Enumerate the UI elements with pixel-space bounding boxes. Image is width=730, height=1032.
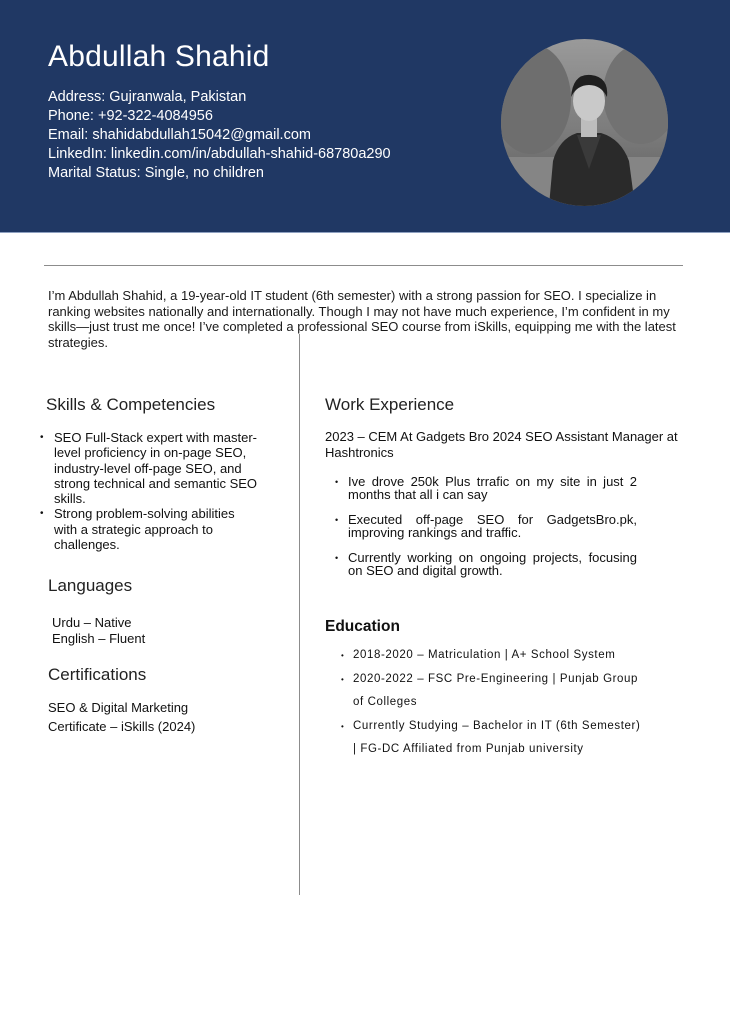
education-list bbox=[341, 644, 641, 762]
list-item: • 2020-2022 – FSC Pre-Engineering | Punjab Group of Colleges bbox=[341, 668, 641, 715]
list-item: • SEO Full-Stack expert with master-level proficiency in on-page SEO, industry-level off-page SEO, and strong technical and semantic SEO skills. bbox=[40, 430, 260, 506]
profile-photo bbox=[501, 39, 668, 206]
certifications-heading: Certifications bbox=[48, 665, 147, 684]
skills-heading: Skills & Competencies bbox=[46, 395, 216, 414]
list-item: Certificate – iSkills (2024) bbox=[48, 718, 196, 734]
list-item: • Strong problem-solving abilities with a strategic approach to challenges. bbox=[40, 506, 260, 552]
contact-address: Address: Gujranwala, Pakistan bbox=[48, 89, 247, 105]
candidate-name: Abdullah Shahid bbox=[48, 40, 270, 73]
column-divider bbox=[299, 334, 300, 895]
list-item: • 2018-2020 – Matriculation | A+ School System bbox=[341, 644, 641, 668]
languages-list bbox=[52, 615, 145, 646]
list-item: English – Fluent bbox=[52, 630, 146, 646]
list-item: • Currently working on ongoing projects, focusing on SEO and digital growth. bbox=[335, 552, 637, 577]
languages-heading: Languages bbox=[48, 576, 133, 595]
list-item: Urdu – Native bbox=[52, 615, 132, 630]
job-title: 2023 – CEM At Gadgets Bro 2024 SEO Assistant Manager at Hashtronics bbox=[325, 429, 678, 460]
work-experience-heading: Work Experience bbox=[325, 395, 455, 414]
header-banner bbox=[0, 0, 730, 233]
education-heading: Education bbox=[325, 618, 400, 635]
contact-phone: Phone: +92-322-4084956 bbox=[48, 108, 213, 124]
profile-summary: I’m Abdullah Shahid, a 19-year-old IT student (6th semester) with a strong passion for SEO. I specialize in ranking websites nationally and internationally. Though I may not have much experience, I’m confident in my skills—just trust me once! I’ve completed a professional SEO course from iSkills, equipping me with the latest strategies. bbox=[48, 288, 676, 350]
work-experience-list bbox=[335, 476, 637, 590]
skills-list bbox=[40, 430, 260, 552]
list-item: SEO & Digital Marketing bbox=[48, 700, 189, 715]
header-divider bbox=[44, 265, 683, 266]
list-item: • Ive drove 250k Plus trrafic on my site in just 2 months that all i can say bbox=[335, 476, 637, 501]
contact-details bbox=[48, 88, 391, 183]
list-item: • Currently Studying – Bachelor in IT (6th Semester) | FG-DC Affiliated from Punjab university bbox=[341, 715, 641, 762]
contact-email[interactable]: Email: shahidabdullah15042@gmail.com bbox=[48, 127, 311, 143]
contact-linkedin[interactable]: LinkedIn: linkedin.com/in/abdullah-shahid-68780a290 bbox=[48, 146, 391, 162]
certifications-list bbox=[48, 699, 195, 736]
contact-marital-status: Marital Status: Single, no children bbox=[48, 165, 264, 181]
list-item: • Executed off-page SEO for GadgetsBro.pk, improving rankings and traffic. bbox=[335, 514, 637, 539]
